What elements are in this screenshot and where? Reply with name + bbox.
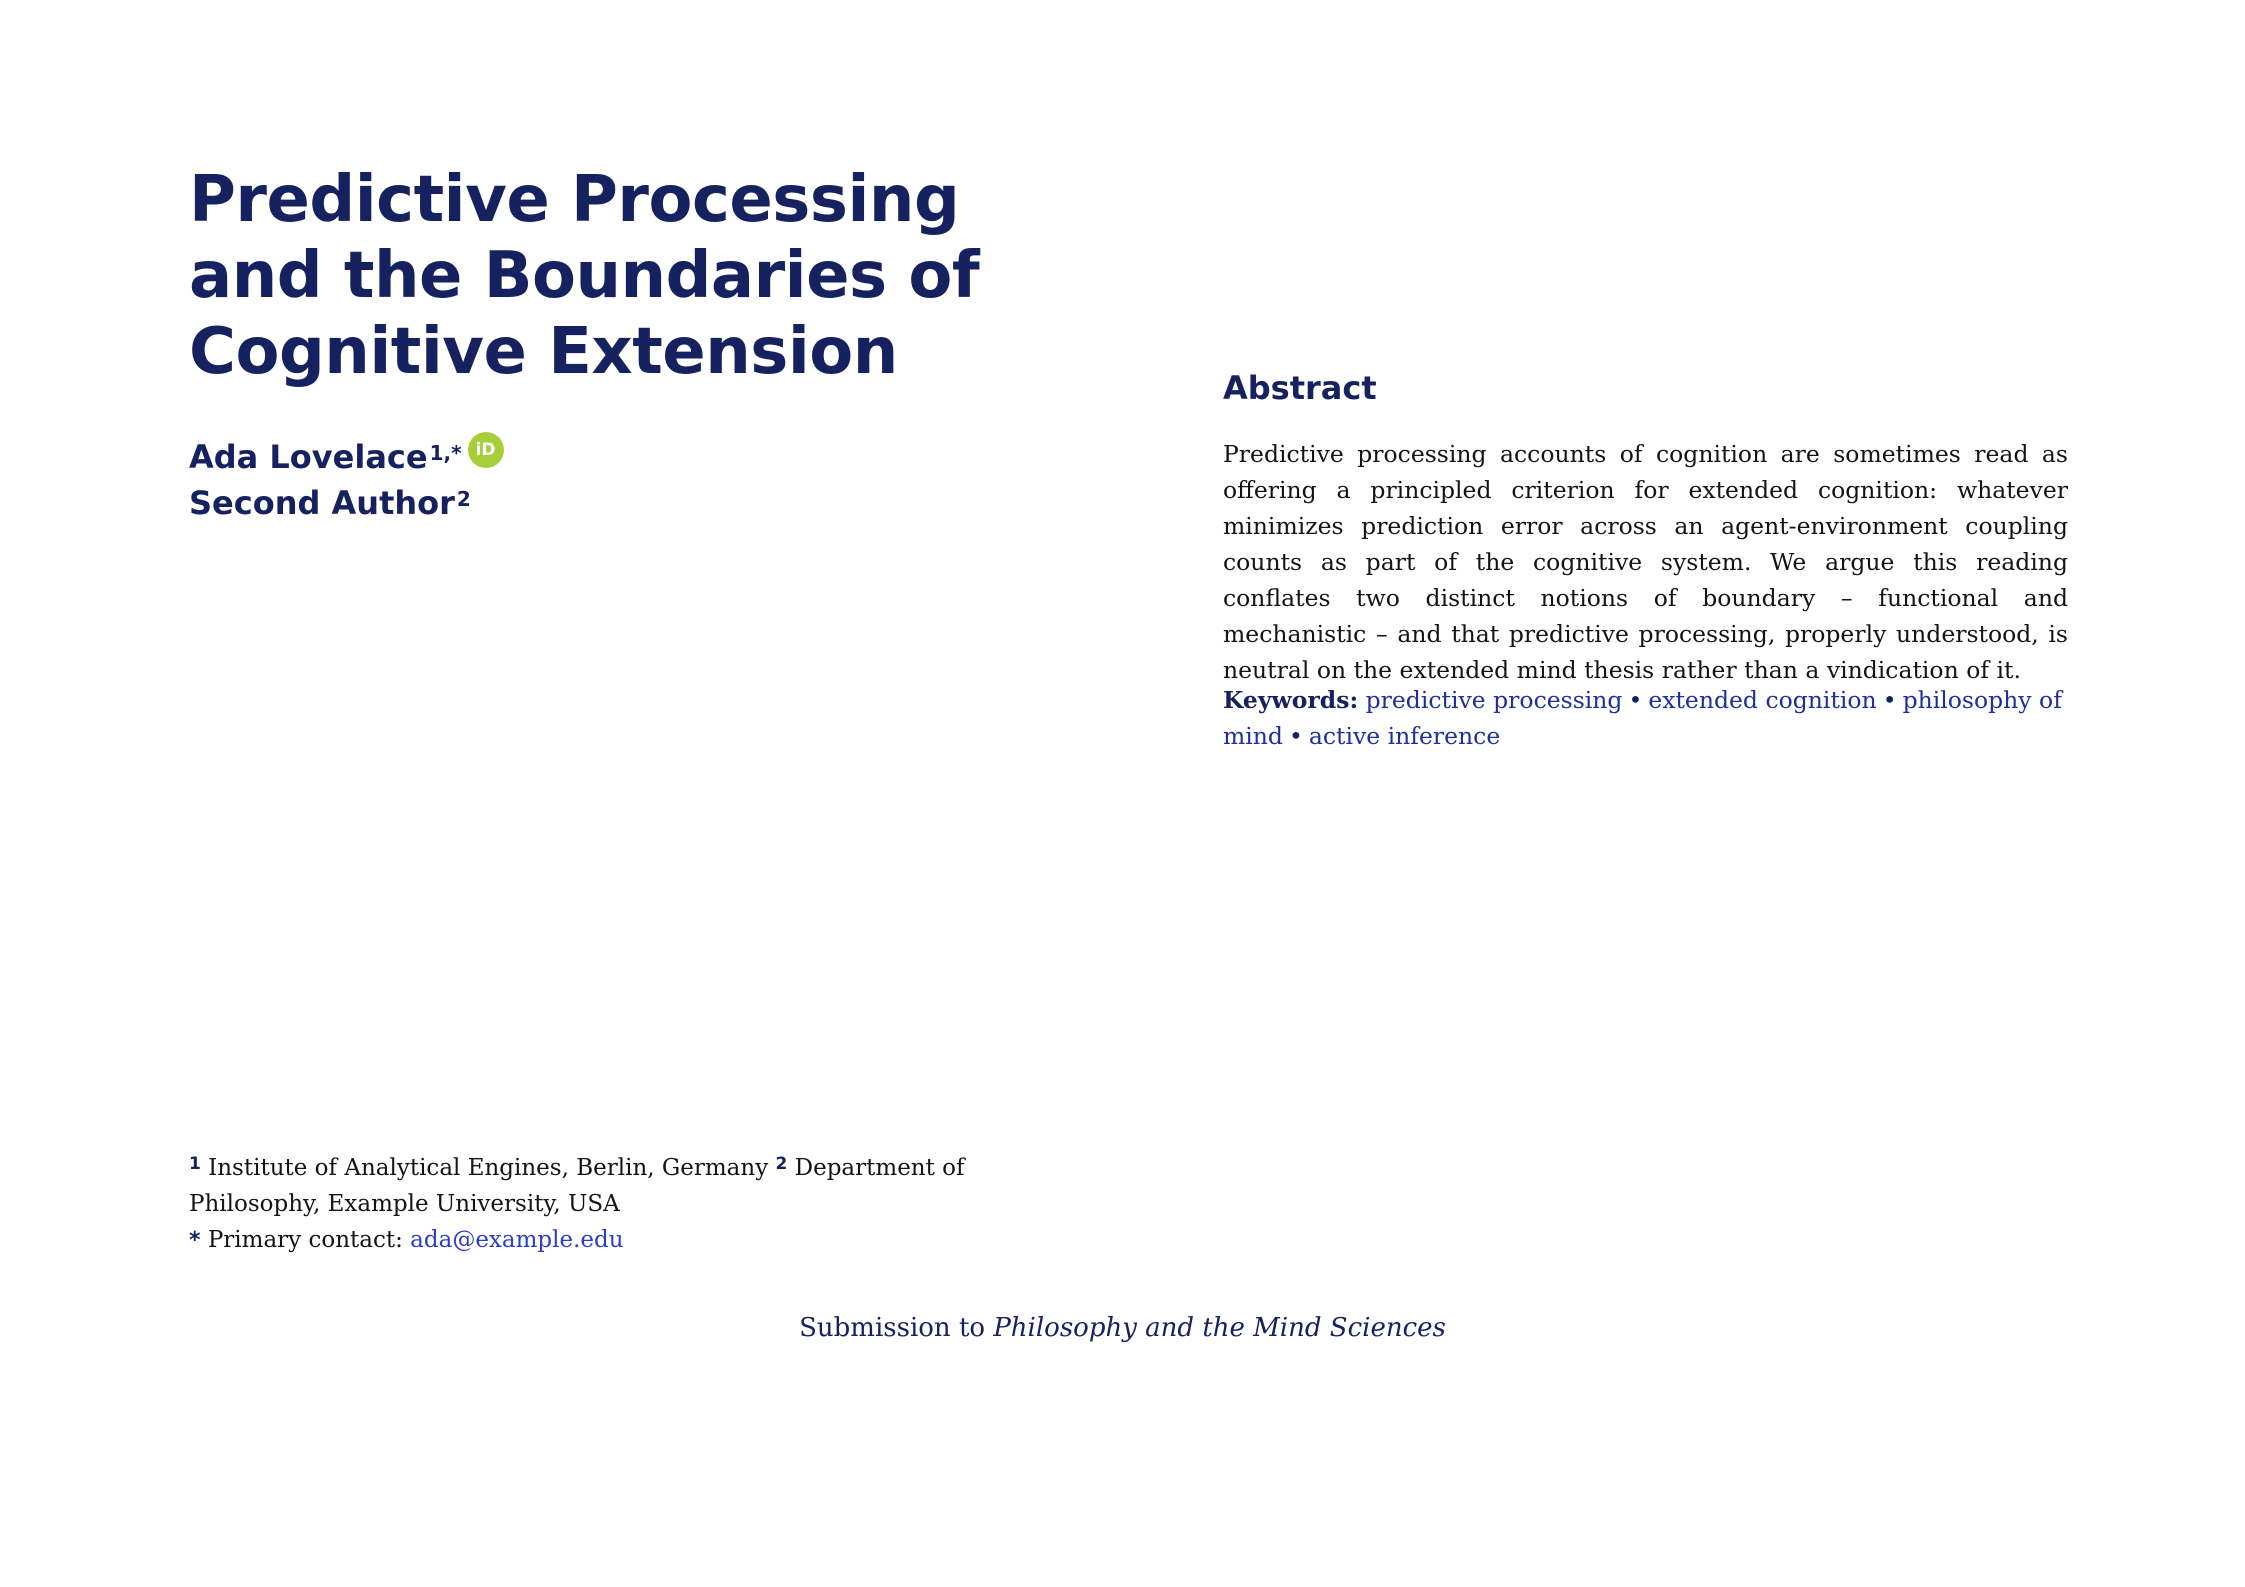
keyword-separator: • (1628, 686, 1643, 714)
keyword-1[interactable]: predictive processing (1365, 686, 1623, 714)
submission-line (0, 1310, 2245, 1346)
author-2 (189, 480, 504, 526)
affiliation-lines (189, 1150, 1034, 1222)
author-1-name: Ada Lovelace (189, 438, 428, 476)
affiliation-1-marker: 1 (189, 1154, 201, 1174)
author-2-name: Second Author (189, 484, 455, 522)
contact-marker: * (189, 1228, 201, 1253)
keyword-separator: • (1882, 686, 1897, 714)
affiliation-1: Institute of Analytical Engines, Berlin, Germany (208, 1155, 769, 1181)
keywords-label: Keywords: (1223, 686, 1359, 714)
affiliations (189, 1150, 1034, 1259)
keyword-4[interactable]: active inference (1308, 722, 1501, 750)
orcid-icon[interactable]: iD (468, 432, 504, 468)
abstract-heading: Abstract (1223, 369, 1377, 407)
primary-contact (189, 1222, 1034, 1259)
abstract-text: Predictive processing accounts of cognition are sometimes read as offering a principled criterion for extended cognition: whatever minimizes prediction error across an agent-environment coupling counts as part of the cognitive system. We argue this reading conflates two distinct notions of boundary – functional and mechanistic – and that predictive processing, properly understood, is neutral on the extended mind thesis rather than a vindication of it. (1223, 440, 2068, 684)
affiliation-2-marker: 2 (775, 1154, 788, 1174)
contact-email-link[interactable]: ada@example.edu (410, 1227, 624, 1253)
keyword-3[interactable]: philosophy of mind (1223, 686, 2062, 750)
keyword-separator: • (1288, 722, 1303, 750)
author-list (189, 434, 504, 526)
keywords (1223, 682, 2068, 754)
submission-prefix: Submission to (799, 1313, 986, 1343)
contact-label: Primary contact: (207, 1227, 403, 1253)
author-1-affiliation-marker: 1,* (429, 441, 462, 465)
paper-title: Predictive Processing and the Boundaries of Cognitive Extension (189, 163, 980, 389)
author-1 (189, 434, 504, 480)
keyword-2[interactable]: extended cognition (1648, 686, 1877, 714)
affiliation-2: Department of Philosophy, Example University, USA (189, 1155, 965, 1217)
journal-name: Philosophy and the Mind Sciences (993, 1313, 1446, 1343)
author-2-affiliation-marker: 2 (456, 487, 471, 511)
